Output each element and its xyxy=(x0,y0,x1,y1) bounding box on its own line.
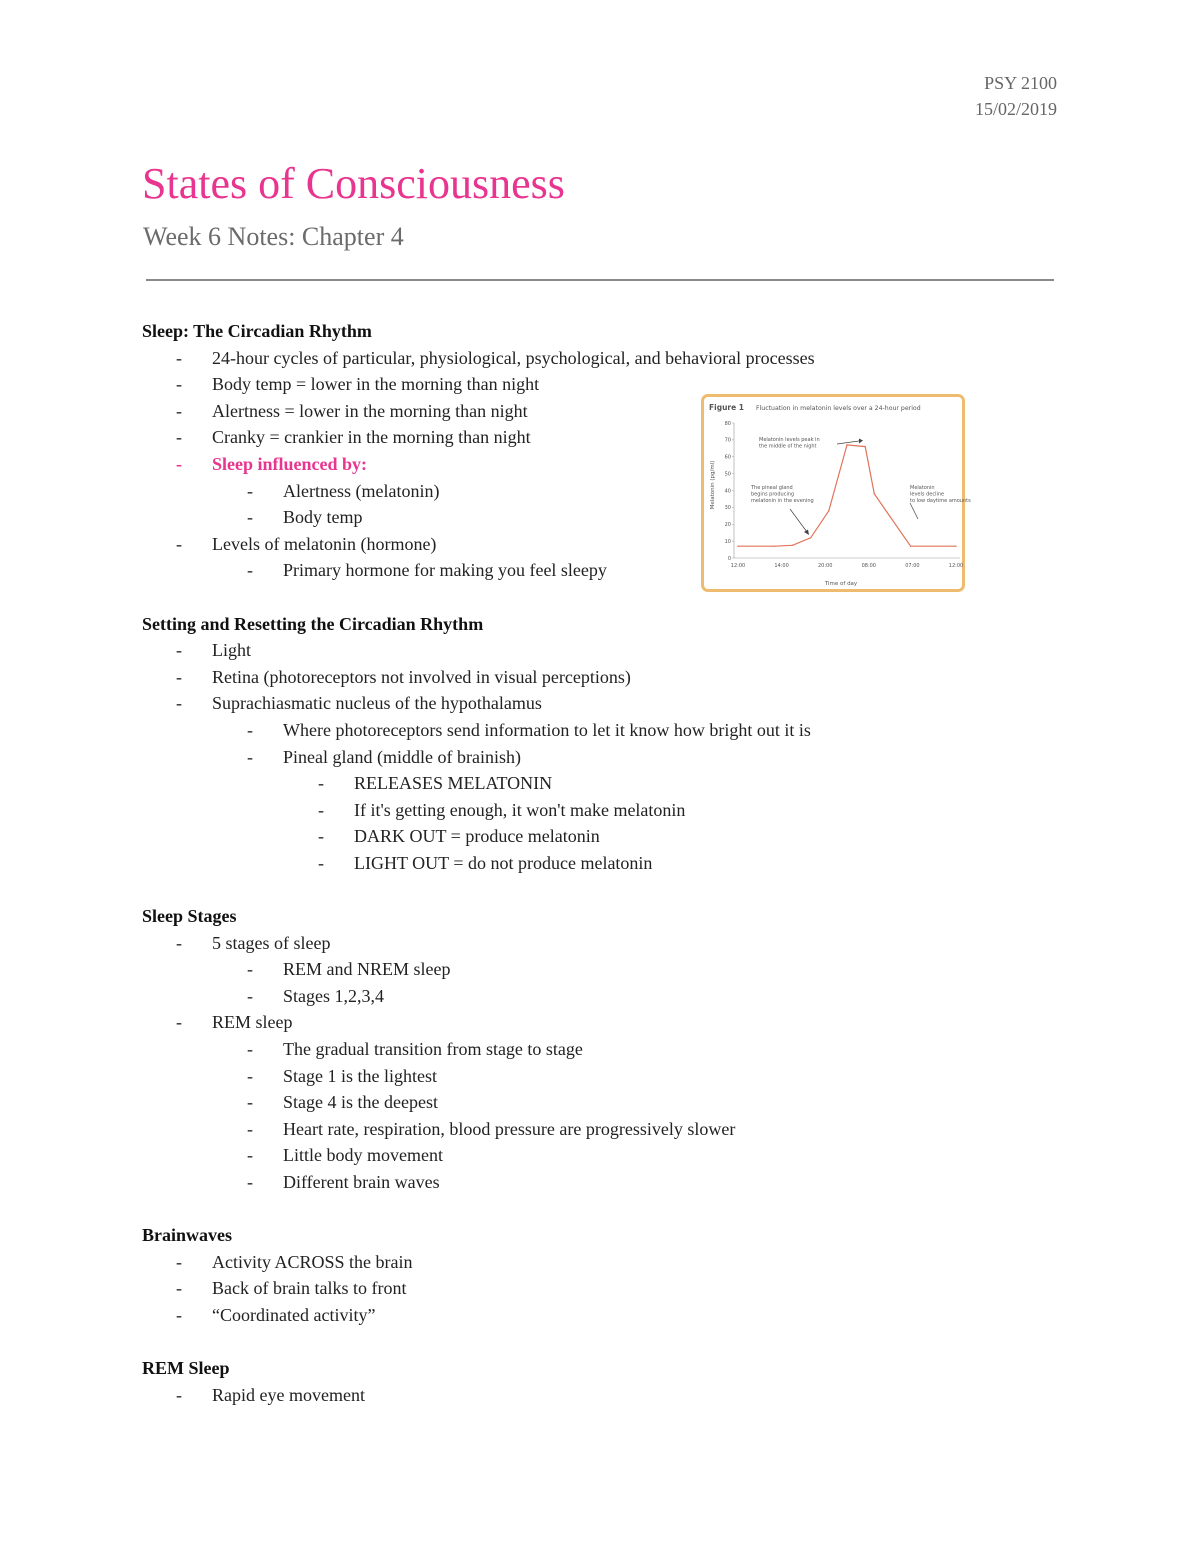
data-point xyxy=(792,545,793,546)
list-item: - Primary hormone for making you feel sleepy xyxy=(247,560,607,581)
annotation-arrow-peak xyxy=(837,441,859,444)
list-item: - Little body movement xyxy=(247,1145,443,1166)
section-heading: REM Sleep xyxy=(142,1358,230,1379)
list-item: - Alertness = lower in the morning than night xyxy=(176,400,528,421)
list-item: - If it's getting enough, it won't make melatonin xyxy=(318,799,686,820)
data-point xyxy=(864,446,865,447)
list-item: - Activity ACROSS the brain xyxy=(176,1251,413,1272)
list-item: - Stage 4 is the deepest xyxy=(247,1092,438,1113)
melatonin-figure xyxy=(701,394,971,592)
x-tick-label: 12:00 xyxy=(948,563,964,569)
list-item: - Back of brain talks to front xyxy=(176,1278,407,1299)
annotation-peak: Melatonin levels peak in the middle of the night xyxy=(759,437,820,450)
list-item: - Suprachiasmatic nucleus of the hypothalamus xyxy=(176,693,542,714)
y-tick-label: 70 xyxy=(724,437,731,444)
section-rem-sleep xyxy=(142,1355,1082,1408)
y-tick-label: 10 xyxy=(724,538,731,545)
y-tick-label: 0 xyxy=(727,555,731,562)
arrow-head-evening xyxy=(804,530,809,536)
list-item: - Alertness (melatonin) xyxy=(247,480,440,501)
section-resetting-rhythm xyxy=(142,611,1082,877)
annotation-decline: Melatonin levels decline to low daytime amounts xyxy=(910,485,971,504)
page-title: States of Consciousness xyxy=(142,159,565,208)
list-item: - Where photoreceptors send information to let it know how bright out it is xyxy=(247,719,811,740)
horizontal-divider xyxy=(146,279,1054,281)
data-point xyxy=(846,444,847,445)
list-item: - 5 stages of sleep xyxy=(176,932,331,953)
section-sleep-stages xyxy=(142,903,1082,1196)
list-item: - Light xyxy=(176,640,251,661)
list-item: - REM and NREM sleep xyxy=(247,959,451,980)
y-tick-label: 30 xyxy=(724,505,731,512)
list-item: - RELEASES MELATONIN xyxy=(318,773,553,794)
y-axis-label: Melatonin (pg/ml) xyxy=(710,460,716,510)
list-item: - Heart rate, respiration, blood pressure are progressively slower xyxy=(247,1118,736,1139)
list-item: - Body temp = lower in the morning than night xyxy=(176,374,540,395)
x-tick-label: 08:00 xyxy=(861,563,877,569)
list-item: - Pineal gland (middle of brainish) xyxy=(247,746,521,767)
section-heading: Sleep: The Circadian Rhythm xyxy=(142,321,372,341)
figure-label: Figure 1 xyxy=(709,403,745,412)
arrow-head-peak xyxy=(859,439,863,444)
x-axis-label: Time of day xyxy=(824,581,858,587)
x-tick-label: 07:00 xyxy=(905,563,920,569)
list-item: - Levels of melatonin (hormone) xyxy=(176,533,437,554)
list-item: - Stage 1 is the lightest xyxy=(247,1065,437,1086)
annotation-arrow-evening xyxy=(790,509,807,532)
section-brainwaves xyxy=(142,1222,1082,1328)
x-tick-label: 20:00 xyxy=(817,563,833,569)
list-item: - “Coordinated activity” xyxy=(176,1304,376,1325)
list-item: - Rapid eye movement xyxy=(176,1384,365,1405)
list-item: - DARK OUT = produce melatonin xyxy=(318,826,600,847)
data-point xyxy=(774,545,775,546)
list-item: - REM sleep xyxy=(176,1012,293,1033)
course-code: PSY 2100 xyxy=(984,73,1057,93)
data-point xyxy=(955,545,956,546)
list-item: - Stages 1,2,3,4 xyxy=(247,985,384,1006)
melatonin-line-chart xyxy=(704,397,971,589)
list-item: - LIGHT OUT = do not produce melatonin xyxy=(318,852,653,873)
list-item: - Retina (photoreceptors not involved in visual perceptions) xyxy=(176,666,631,687)
data-point xyxy=(810,537,811,538)
x-axis-ticks xyxy=(731,563,963,569)
y-tick-label: 40 xyxy=(724,488,731,495)
chart-title: Fluctuation in melatonin levels over a 24-hour period xyxy=(756,405,921,412)
section-heading: Brainwaves xyxy=(142,1225,232,1246)
data-point xyxy=(737,545,738,546)
data-point xyxy=(874,493,875,494)
list-item-highlighted: - Sleep influenced by: xyxy=(176,453,368,474)
y-tick-label: 20 xyxy=(724,522,731,529)
list-item: - Different brain waves xyxy=(247,1172,440,1192)
data-point xyxy=(828,510,829,511)
list-item: - Cranky = crankier in the morning than night xyxy=(176,427,531,448)
annotation-arrow-decline xyxy=(910,503,918,519)
y-axis-ticks xyxy=(725,421,734,562)
x-tick-label: 14:00 xyxy=(774,563,789,569)
section-heading: Sleep Stages xyxy=(142,906,237,927)
data-point xyxy=(910,545,911,546)
section-heading: Setting and Resetting the Circadian Rhythm xyxy=(142,613,484,634)
y-tick-label: 60 xyxy=(724,454,731,461)
annotation-evening: The pineal gland begins producing melatonin in the evening xyxy=(751,485,814,504)
list-item: - 24-hour cycles of particular, physiological, psychological, and behavioral processes xyxy=(176,347,815,368)
list-item: - The gradual transition from stage to stage xyxy=(247,1039,583,1060)
page-subtitle: Week 6 Notes: Chapter 4 xyxy=(143,222,404,251)
y-tick-label: 80 xyxy=(724,420,731,427)
note-date: 15/02/2019 xyxy=(974,99,1057,119)
y-tick-label: 50 xyxy=(724,471,731,478)
list-item: - Body temp xyxy=(247,507,363,528)
x-tick-label: 12:00 xyxy=(730,563,746,569)
